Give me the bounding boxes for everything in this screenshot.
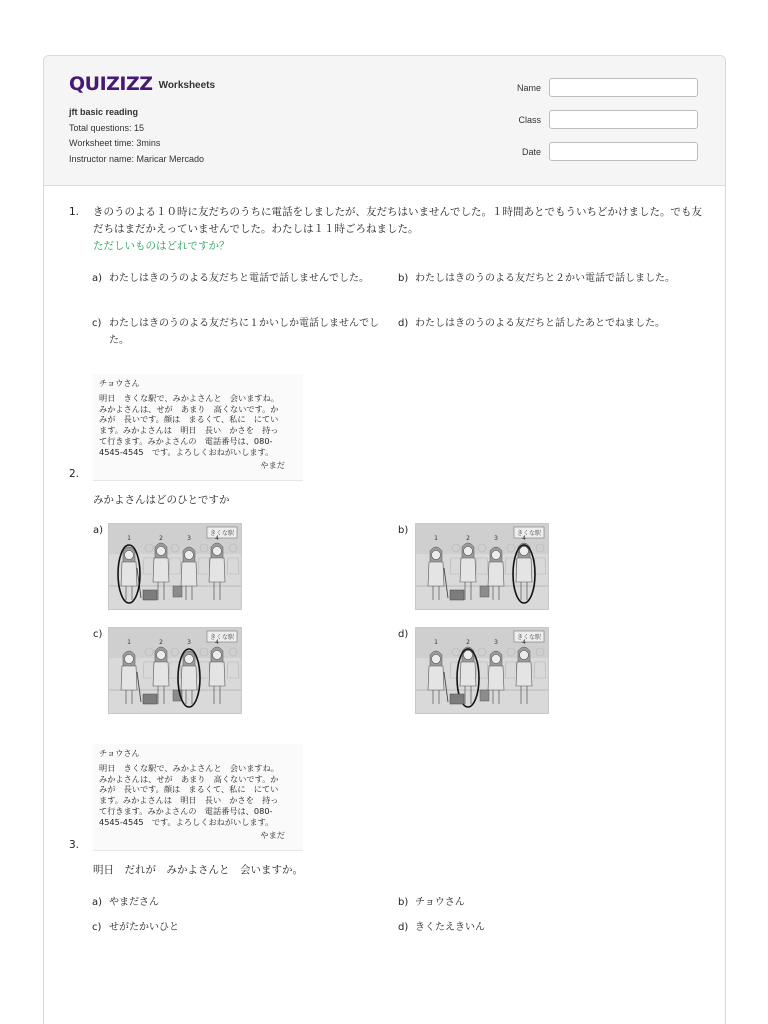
note-signature: やまだ <box>260 829 285 840</box>
q2-option-d-image[interactable] <box>415 627 549 714</box>
worksheet-time: Worksheet time: 3mins <box>69 138 161 148</box>
note-line: て行きます。みかよさんの 電話番号は、080- <box>99 805 273 816</box>
name-row <box>512 78 698 97</box>
station-sign <box>207 631 237 642</box>
option-letter: d) <box>398 318 409 329</box>
person-number-label: 1 <box>434 639 438 646</box>
question-body <box>93 204 703 255</box>
worksheet <box>43 55 726 1024</box>
station-sign <box>514 631 544 642</box>
person-number-label: 1 <box>127 535 131 542</box>
option-letter: b) <box>398 273 409 284</box>
person-number-label: 4 <box>215 535 219 542</box>
name-label: Name <box>516 82 541 93</box>
station-scene-illustration <box>416 524 549 610</box>
person-number-label: 2 <box>466 535 470 542</box>
person-number-label: 3 <box>494 535 498 542</box>
note-line: ます。みかよさんは 明日 長い かさを 持っ <box>99 425 279 436</box>
note-line: 明日 きくな駅で、みかよさんと 会いますね。 <box>99 392 279 403</box>
q2-option-b-image[interactable] <box>415 523 549 610</box>
note-recipient: チョウさん <box>99 378 140 388</box>
person-number-label: 2 <box>159 535 163 542</box>
worksheet-header <box>44 56 725 186</box>
note-line: 4545-4545 です。よろしくおねがいします。 <box>99 816 274 827</box>
person-number-label: 2 <box>159 639 163 646</box>
note-line: みかよさんは、せが あまり 高くないです。か <box>99 773 279 784</box>
question-prompt: ただしいものはどれですか？ <box>93 240 230 252</box>
date-field[interactable] <box>549 142 698 161</box>
note-line: ます。みかよさんは 明日 長い かさを 持っ <box>99 795 279 806</box>
q2-option-letter: d) <box>398 629 409 640</box>
note-line: みが 長いです。顔は まるくて、私に にてい <box>99 414 279 425</box>
brand-subtitle: Worksheets <box>158 79 216 91</box>
person-number-label: 4 <box>522 639 526 646</box>
option-letter: d) <box>398 922 409 933</box>
name-field[interactable] <box>549 78 698 97</box>
q2-option-letter: b) <box>398 525 409 536</box>
station-sign <box>514 527 544 538</box>
option-letter: a) <box>92 273 103 284</box>
option-letter: c) <box>92 318 102 329</box>
q2-option-letter: a) <box>93 525 104 536</box>
q2-option-c-image[interactable] <box>108 627 242 714</box>
option-text: やまださん <box>109 897 159 908</box>
option-letter: c) <box>92 922 102 933</box>
option-text: チョウさん <box>415 897 465 908</box>
question-prompt: みかよさんはどのひとですか <box>93 494 230 506</box>
date-label: Date <box>521 146 541 157</box>
q2-option-letter: c) <box>93 629 103 640</box>
person-number-label: 3 <box>187 535 191 542</box>
station-scene-illustration <box>109 628 242 714</box>
station-sign-label: きくな駅 <box>516 634 542 641</box>
note-signature: やまだ <box>260 459 285 470</box>
message-note-image <box>93 744 303 851</box>
note-line: 明日 きくな駅で、みかよさんと 会いますね。 <box>99 762 279 773</box>
question-number: 1. <box>69 206 80 218</box>
person-number-label: 3 <box>187 639 191 646</box>
person-number-label: 3 <box>494 639 498 646</box>
person-number-label: 1 <box>127 639 131 646</box>
note-line: みかよさんは、せが あまり 高くないです。か <box>99 403 279 414</box>
station-sign-label: きくな駅 <box>516 530 542 537</box>
note-line: 4545-4545 です。よろしくおねがいします。 <box>99 446 274 457</box>
question-number: 2. <box>69 468 80 480</box>
class-field[interactable] <box>549 110 698 129</box>
worksheet-meta <box>69 105 204 167</box>
note-line: て行きます。みかよさんの 電話番号は、080- <box>99 435 273 446</box>
option-text: わたしはきのうのよる友だちと話したあとでねました。 <box>415 318 665 329</box>
question-text: きのうのよる１０時に友だちのうちに電話をしましたが、友だちはいませんでした。１時間あとでもういちどかけました。でも友だちはまだかえっていませんでした。わたしは１１時ごろねました。 <box>93 206 702 235</box>
station-scene-illustration <box>416 628 549 714</box>
message-note-image <box>93 374 303 481</box>
option-text: わたしはきのうのよる友だちに１かいしか電話しませんでした。 <box>109 318 379 346</box>
note-line: みが 長いです。顔は まるくて、私に にてい <box>99 784 279 795</box>
option-text: わたしはきのうのよる友だちと２かい電話で話しました。 <box>415 273 675 284</box>
person-number-label: 4 <box>215 639 219 646</box>
option-text: せがたかいひと <box>109 922 179 933</box>
note-recipient: チョウさん <box>99 748 140 758</box>
person-number-label: 1 <box>434 535 438 542</box>
class-label: Class <box>518 114 541 125</box>
total-questions: Total questions: 15 <box>69 122 145 133</box>
worksheet-title: jft basic reading <box>69 107 139 117</box>
quizizz-logo <box>69 73 215 95</box>
station-sign-label: きくな駅 <box>209 530 235 537</box>
question-number: 3. <box>69 839 80 851</box>
date-row <box>512 142 698 161</box>
question-prompt: 明日 だれが みかよさんと 会いますか。 <box>93 864 303 876</box>
station-sign-label: きくな駅 <box>209 634 235 641</box>
person-number-label: 4 <box>522 535 526 542</box>
class-row <box>512 110 698 129</box>
q2-option-a-image[interactable] <box>108 523 242 610</box>
option-text: わたしはきのうのよる友だちと電話で話しませんでした。 <box>109 273 369 284</box>
person-number-label: 2 <box>466 639 470 646</box>
instructor-name: Instructor name: Maricar Mercado <box>69 153 205 164</box>
station-sign <box>207 527 237 538</box>
brand-name: QUIZIZZ <box>69 73 153 95</box>
option-text: きくたえきいん <box>415 922 485 933</box>
option-letter: a) <box>92 897 103 908</box>
option-letter: b) <box>398 897 409 908</box>
station-scene-illustration <box>109 524 242 610</box>
